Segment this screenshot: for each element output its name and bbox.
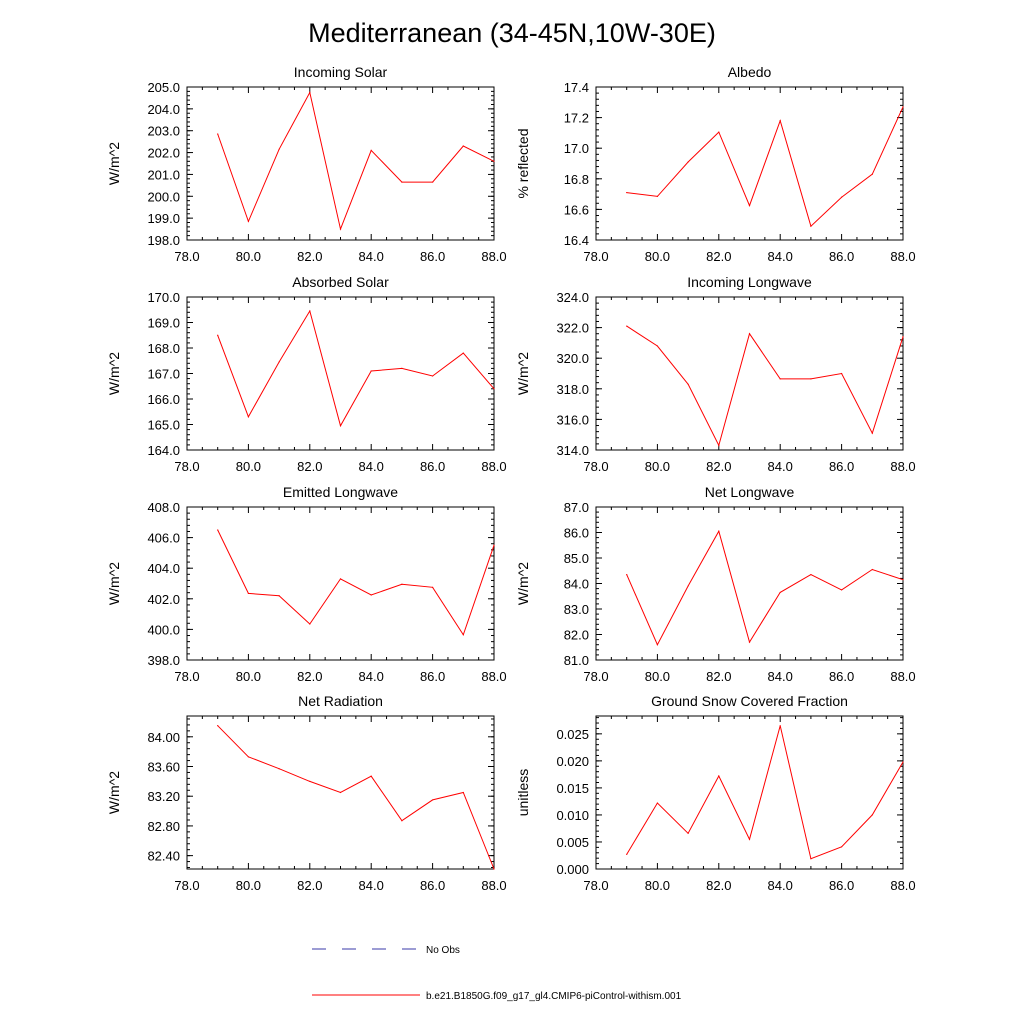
net-longwave-xtick-label: 80.0 <box>644 669 671 684</box>
albedo-ylabel: % reflected <box>515 128 531 199</box>
albedo-point <box>780 120 781 121</box>
net-longwave-title: Net Longwave <box>704 484 795 500</box>
incoming-solar-ytick-label: 201.0 <box>147 167 180 183</box>
albedo-point <box>657 196 658 197</box>
incoming-solar-title: Incoming Solar <box>293 64 388 80</box>
albedo-point <box>718 132 719 133</box>
incoming-longwave-point <box>902 336 903 337</box>
albedo-point <box>749 205 750 206</box>
net-radiation-point <box>340 792 341 793</box>
net-longwave-xtick-label: 86.0 <box>828 669 855 684</box>
absorbed-solar-point <box>432 375 433 376</box>
albedo-xtick-label: 80.0 <box>644 249 671 264</box>
incoming-solar-xtick-label: 88.0 <box>481 249 507 264</box>
incoming-solar-ytick-label: 202.0 <box>147 145 180 161</box>
net-radiation-point <box>279 768 280 769</box>
incoming-solar-ytick-label: 205.0 <box>147 80 180 95</box>
ground-snow-covered-fraction-ytick-label: 0.015 <box>556 780 589 796</box>
incoming-longwave-title: Incoming Longwave <box>687 274 812 290</box>
absorbed-solar-ytick-label: 169.0 <box>147 315 180 331</box>
net-radiation-xtick-label: 82.0 <box>297 878 323 893</box>
net-radiation-ytick-label: 83.20 <box>147 789 180 805</box>
emitted-longwave-point <box>493 545 494 546</box>
emitted-longwave-title: Emitted Longwave <box>282 484 399 500</box>
emitted-longwave-point <box>217 529 218 530</box>
emitted-longwave-ytick-label: 402.0 <box>147 591 180 607</box>
ground-snow-covered-fraction-xtick-label: 82.0 <box>706 878 732 893</box>
net-longwave-ylabel: W/m^2 <box>515 561 531 606</box>
net-longwave-point <box>872 569 873 570</box>
net-radiation-point <box>371 776 372 777</box>
incoming-solar-xtick-label: 80.0 <box>235 249 262 264</box>
net-longwave-xtick-label: 88.0 <box>890 669 916 684</box>
albedo-ytick-label: 16.6 <box>563 202 589 218</box>
absorbed-solar-xtick-label: 88.0 <box>481 459 507 474</box>
incoming-solar-point <box>432 181 433 182</box>
legend-obs-label: No Obs <box>426 945 460 956</box>
emitted-longwave-xtick-label: 86.0 <box>419 669 446 684</box>
incoming-solar-ytick-label: 204.0 <box>147 101 180 117</box>
incoming-longwave-ytick-label: 320.0 <box>556 351 589 367</box>
net-longwave-point <box>688 585 689 586</box>
incoming-longwave-point <box>688 384 689 385</box>
incoming-solar-point <box>493 161 494 162</box>
net-longwave-point <box>626 574 627 575</box>
ground-snow-covered-fraction-point <box>749 839 750 840</box>
emitted-longwave-ytick-label: 398.0 <box>147 653 180 668</box>
ground-snow-covered-fraction-xtick-label: 78.0 <box>583 878 609 893</box>
incoming-longwave-point <box>872 433 873 434</box>
incoming-longwave-ytick-label: 318.0 <box>556 381 589 397</box>
ground-snow-covered-fraction-point <box>872 814 873 815</box>
net-radiation-point <box>217 725 218 726</box>
albedo-ytick-label: 17.4 <box>563 80 589 95</box>
ground-snow-covered-fraction-title: Ground Snow Covered Fraction <box>651 693 848 709</box>
incoming-solar-point <box>248 221 249 222</box>
albedo-ytick-label: 17.0 <box>563 141 589 157</box>
absorbed-solar-ytick-label: 170.0 <box>147 290 180 305</box>
net-radiation-point <box>248 756 249 757</box>
ground-snow-covered-fraction-point <box>688 833 689 834</box>
net-radiation-ytick-label: 82.40 <box>147 848 180 864</box>
ground-snow-covered-fraction-point <box>718 775 719 776</box>
albedo-xtick-label: 82.0 <box>706 249 732 264</box>
incoming-longwave-xtick-label: 78.0 <box>583 459 609 474</box>
incoming-solar-point <box>309 92 310 93</box>
net-radiation-xtick-label: 84.0 <box>358 878 384 893</box>
net-longwave-point <box>718 531 719 532</box>
albedo-point <box>841 197 842 198</box>
albedo-ytick-label: 16.4 <box>563 233 589 248</box>
emitted-longwave-xtick-label: 80.0 <box>235 669 262 684</box>
incoming-longwave-xtick-label: 80.0 <box>644 459 671 474</box>
incoming-longwave-ytick-label: 324.0 <box>556 290 589 305</box>
incoming-longwave-point <box>749 333 750 334</box>
emitted-longwave-point <box>371 594 372 595</box>
incoming-solar-ytick-label: 198.0 <box>147 233 180 248</box>
ground-snow-covered-fraction-point <box>657 802 658 803</box>
absorbed-solar-point <box>217 335 218 336</box>
incoming-solar-point <box>340 228 341 229</box>
net-longwave-point <box>780 592 781 593</box>
net-radiation-xtick-label: 88.0 <box>481 878 507 893</box>
incoming-solar-xtick-label: 84.0 <box>358 249 384 264</box>
net-radiation-ytick-label: 82.80 <box>147 818 180 834</box>
net-radiation-point <box>309 781 310 782</box>
emitted-longwave-xtick-label: 84.0 <box>358 669 384 684</box>
ground-snow-covered-fraction-xtick-label: 86.0 <box>828 878 855 893</box>
incoming-solar-xtick-label: 78.0 <box>174 249 200 264</box>
net-radiation-point <box>401 820 402 821</box>
ground-snow-covered-fraction-ytick-label: 0.010 <box>556 807 589 823</box>
net-radiation-xtick-label: 78.0 <box>174 878 200 893</box>
net-longwave-point <box>749 642 750 643</box>
albedo-point <box>902 106 903 107</box>
albedo-xtick-label: 78.0 <box>583 249 609 264</box>
absorbed-solar-point <box>309 310 310 311</box>
net-longwave-xtick-label: 82.0 <box>706 669 732 684</box>
incoming-longwave-point <box>657 345 658 346</box>
emitted-longwave-ytick-label: 408.0 <box>147 500 180 515</box>
ground-snow-covered-fraction-point <box>841 846 842 847</box>
emitted-longwave-xtick-label: 78.0 <box>174 669 200 684</box>
ground-snow-covered-fraction-xtick-label: 80.0 <box>644 878 671 893</box>
albedo-xtick-label: 88.0 <box>890 249 916 264</box>
incoming-solar-point <box>401 181 402 182</box>
net-longwave-xtick-label: 84.0 <box>767 669 793 684</box>
emitted-longwave-ytick-label: 400.0 <box>147 622 180 638</box>
incoming-longwave-xtick-label: 86.0 <box>828 459 855 474</box>
net-longwave-point <box>810 574 811 575</box>
emitted-longwave-xtick-label: 82.0 <box>297 669 323 684</box>
emitted-longwave-point <box>309 623 310 624</box>
albedo-ytick-label: 17.2 <box>563 110 589 126</box>
absorbed-solar-ytick-label: 164.0 <box>147 443 180 458</box>
ground-snow-covered-fraction-ytick-label: 0.025 <box>556 726 589 742</box>
emitted-longwave-point <box>340 578 341 579</box>
incoming-longwave-point <box>718 445 719 446</box>
ground-snow-covered-fraction-point <box>626 854 627 855</box>
incoming-solar-ytick-label: 200.0 <box>147 189 180 205</box>
net-longwave-ytick-label: 82.0 <box>563 627 589 643</box>
absorbed-solar-xtick-label: 82.0 <box>297 459 323 474</box>
net-radiation-ylabel: W/m^2 <box>106 770 122 815</box>
net-longwave-point <box>902 579 903 580</box>
ground-snow-covered-fraction-ytick-label: 0.005 <box>556 834 589 850</box>
emitted-longwave-ytick-label: 406.0 <box>147 530 180 546</box>
ground-snow-covered-fraction-xtick-label: 84.0 <box>767 878 793 893</box>
incoming-solar-xtick-label: 86.0 <box>419 249 446 264</box>
albedo-point <box>872 174 873 175</box>
incoming-solar-ytick-label: 199.0 <box>147 211 180 227</box>
incoming-longwave-point <box>626 325 627 326</box>
emitted-longwave-point <box>279 595 280 596</box>
incoming-longwave-ylabel: W/m^2 <box>515 351 531 396</box>
net-longwave-ytick-label: 86.0 <box>563 525 589 541</box>
absorbed-solar-ylabel: W/m^2 <box>106 351 122 396</box>
incoming-solar-point <box>279 149 280 150</box>
incoming-solar-point <box>463 145 464 146</box>
incoming-longwave-point <box>780 378 781 379</box>
incoming-longwave-point <box>841 373 842 374</box>
net-longwave-ytick-label: 81.0 <box>563 653 589 668</box>
net-radiation-point <box>463 792 464 793</box>
absorbed-solar-point <box>493 388 494 389</box>
net-radiation-ytick-label: 83.60 <box>147 759 180 775</box>
ground-snow-covered-fraction-point <box>810 858 811 859</box>
absorbed-solar-title: Absorbed Solar <box>292 274 389 290</box>
net-radiation-xtick-label: 86.0 <box>419 878 446 893</box>
albedo-xtick-label: 86.0 <box>828 249 855 264</box>
legend-model-label: b.e21.B1850G.f09_g17_gl4.CMIP6-piControl-withism.001 <box>426 991 682 1002</box>
emitted-longwave-ylabel: W/m^2 <box>106 561 122 606</box>
absorbed-solar-point <box>248 416 249 417</box>
absorbed-solar-xtick-label: 86.0 <box>419 459 446 474</box>
incoming-longwave-point <box>810 378 811 379</box>
absorbed-solar-ytick-label: 167.0 <box>147 366 180 382</box>
absorbed-solar-point <box>401 368 402 369</box>
ground-snow-covered-fraction-xtick-label: 88.0 <box>890 878 916 893</box>
net-radiation-xtick-label: 80.0 <box>235 878 262 893</box>
net-longwave-ytick-label: 85.0 <box>563 551 589 566</box>
emitted-longwave-ytick-label: 404.0 <box>147 561 180 577</box>
ground-snow-covered-fraction-ytick-label: 0.000 <box>556 862 589 877</box>
absorbed-solar-ytick-label: 166.0 <box>147 392 180 407</box>
emitted-longwave-xtick-label: 88.0 <box>481 669 507 684</box>
emitted-longwave-point <box>463 634 464 635</box>
absorbed-solar-point <box>340 425 341 426</box>
net-radiation-point <box>432 799 433 800</box>
ground-snow-covered-fraction-ytick-label: 0.020 <box>556 753 589 769</box>
emitted-longwave-point <box>248 593 249 594</box>
absorbed-solar-xtick-label: 78.0 <box>174 459 200 474</box>
net-longwave-ytick-label: 83.0 <box>563 602 589 617</box>
ground-snow-covered-fraction-ylabel: unitless <box>515 768 531 817</box>
incoming-longwave-xtick-label: 84.0 <box>767 459 793 474</box>
net-radiation-title: Net Radiation <box>298 693 383 709</box>
albedo-xtick-label: 84.0 <box>767 249 793 264</box>
net-radiation-ytick-label: 84.00 <box>147 729 180 745</box>
incoming-longwave-xtick-label: 82.0 <box>706 459 732 474</box>
net-longwave-ytick-label: 87.0 <box>563 500 589 515</box>
net-longwave-xtick-label: 78.0 <box>583 669 609 684</box>
net-radiation-point <box>493 868 494 869</box>
emitted-longwave-point <box>432 587 433 588</box>
emitted-longwave-point <box>401 584 402 585</box>
incoming-solar-ylabel: W/m^2 <box>106 141 122 186</box>
net-longwave-point <box>841 589 842 590</box>
incoming-longwave-xtick-label: 88.0 <box>890 459 916 474</box>
absorbed-solar-xtick-label: 80.0 <box>235 459 262 474</box>
absorbed-solar-ytick-label: 168.0 <box>147 341 180 356</box>
incoming-solar-point <box>217 133 218 134</box>
albedo-title: Albedo <box>727 64 772 80</box>
ground-snow-covered-fraction-point <box>902 761 903 762</box>
absorbed-solar-xtick-label: 84.0 <box>358 459 384 474</box>
incoming-solar-ytick-label: 203.0 <box>147 123 180 139</box>
albedo-point <box>810 226 811 227</box>
incoming-solar-xtick-label: 82.0 <box>297 249 323 264</box>
ground-snow-covered-fraction-point <box>780 725 781 726</box>
absorbed-solar-point <box>371 370 372 371</box>
absorbed-solar-ytick-label: 165.0 <box>147 417 180 433</box>
page-title: Mediterranean (34-45N,10W-30E) <box>308 18 716 48</box>
net-longwave-ytick-label: 84.0 <box>563 576 589 592</box>
incoming-solar-point <box>371 150 372 151</box>
albedo-point <box>688 161 689 162</box>
absorbed-solar-point <box>279 361 280 362</box>
albedo-ytick-label: 16.8 <box>563 171 589 187</box>
albedo-point <box>626 192 627 193</box>
incoming-longwave-ytick-label: 322.0 <box>556 320 589 336</box>
incoming-longwave-ytick-label: 316.0 <box>556 412 589 428</box>
net-longwave-point <box>657 644 658 645</box>
incoming-longwave-ytick-label: 314.0 <box>556 443 589 458</box>
absorbed-solar-point <box>463 353 464 354</box>
